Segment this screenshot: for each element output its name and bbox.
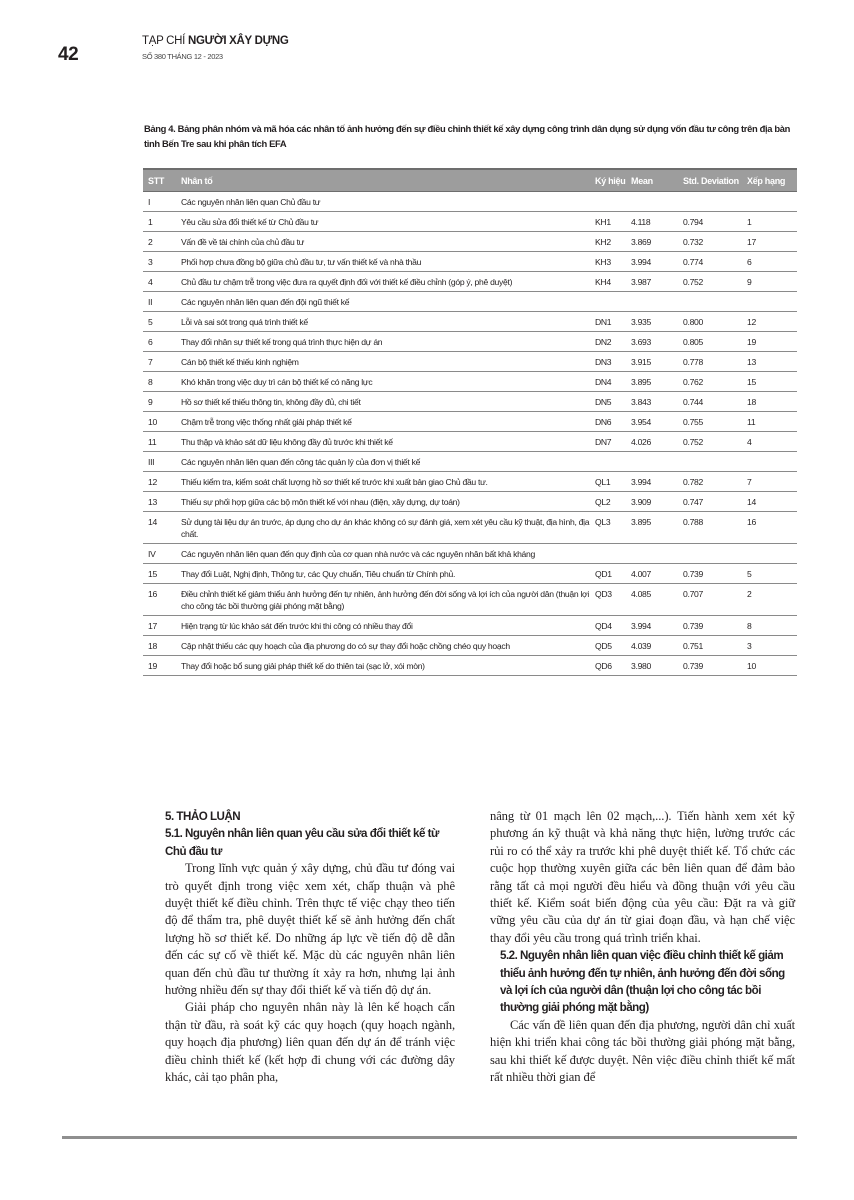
cell-stt: 2 (143, 232, 181, 252)
paragraph: nâng từ 01 mạch lên 02 mạch,...). Tiến hành xem xét kỹ phương án kỹ thuật và khả năng thực hiện, lường trước các rủi ro có thể xảy ra trước khi phê duyệt thiết kế. Tổ chức các cuộc họp thường xuyên giữa các bên liên quan để đảm bảo rằng tất cả mọi người đều hiểu và đồng thuận với yêu cầu thiết kế. Kiểm soát biến động của yêu cầu: Đặt ra và giữ vững yêu cầu của dự án từ giai đoạn đầu, và hạn chế việc thay đổi yêu cầu trong quá trình triển khai. (490, 809, 795, 945)
cell-code: DN1 (595, 312, 631, 332)
cell-code: DN6 (595, 412, 631, 432)
cell-code: QD1 (595, 564, 631, 584)
cell-rank: 14 (747, 492, 797, 512)
paragraph: Giải pháp cho nguyên nhân này là lên kế hoạch cẩn thận từ đầu, rà soát kỹ các quy hoạch (quy hoạch ngành, quy hoạch địa phương) liên quan đến dự án để tránh việc điều chỉnh thiết kế (kết hợp đi chung với các đường dây khác, cải tạo phân pha, (165, 1000, 455, 1085)
article-column-left (165, 808, 455, 1087)
table-row (143, 252, 797, 272)
journal-issue: SỐ 380 THÁNG 12 - 2023 (142, 52, 223, 61)
cell-std: 0.732 (683, 232, 747, 252)
cell-rank: 10 (747, 656, 797, 676)
header-factor: Nhân tố (181, 169, 595, 192)
cell-code: KH1 (595, 212, 631, 232)
cell-rank: 12 (747, 312, 797, 332)
cell-code: DN2 (595, 332, 631, 352)
cell-mean: 3.994 (631, 616, 683, 636)
footer-rule (62, 1136, 797, 1139)
cell-mean: 3.994 (631, 252, 683, 272)
group-title: Các nguyên nhân liên quan đến công tác quản lý của đơn vị thiết kế (181, 452, 595, 472)
table-row (143, 232, 797, 252)
cell-factor: Cập nhật thiếu các quy hoạch của địa phương do có sự thay đổi hoặc chồng chéo quy hoạch (181, 636, 595, 656)
cell-stt: 16 (143, 584, 181, 616)
table-header-row (143, 169, 797, 192)
table-row (143, 432, 797, 452)
cell-stt: 15 (143, 564, 181, 584)
cell-code: DN4 (595, 372, 631, 392)
group-title: Các nguyên nhân liên quan Chủ đầu tư (181, 192, 595, 212)
cell-mean: 3.987 (631, 272, 683, 292)
cell-std: 0.805 (683, 332, 747, 352)
cell-rank: 3 (747, 636, 797, 656)
cell-std: 0.752 (683, 272, 747, 292)
cell-code: QL3 (595, 512, 631, 544)
subsection-heading-5-1: 5.1. Nguyên nhân liên quan yêu cầu sửa đổi thiết kế từ Chủ đầu tư (165, 827, 439, 858)
cell-std: 0.800 (683, 312, 747, 332)
cell-factor: Thiếu kiểm tra, kiểm soát chất lượng hồ sơ thiết kế trước khi xuất bản giao Chủ đầu tư. (181, 472, 595, 492)
cell-mean: 3.895 (631, 512, 683, 544)
group-id: III (143, 452, 181, 472)
cell-factor: Thiếu sự phối hợp giữa các bộ môn thiết kế với nhau (điện, xây dựng, dự toán) (181, 492, 595, 512)
cell-code: DN5 (595, 392, 631, 412)
cell-stt: 18 (143, 636, 181, 656)
table-row (143, 564, 797, 584)
cell-mean: 3.843 (631, 392, 683, 412)
header-mean: Mean (631, 169, 683, 192)
table-row (143, 512, 797, 544)
header-rank: Xếp hạng (747, 169, 797, 192)
subsection-heading-5-2: 5.2. Nguyên nhân liên quan việc điều chỉnh thiết kế giảm thiểu ảnh hưởng đến tự nhiên, ảnh hưởng đến đời sống và lợi ích của người dân (thuận lợi cho công tác bồi thường giải phóng mặt bằng) (500, 949, 785, 1015)
cell-factor: Vấn đề về tài chính của chủ đầu tư (181, 232, 595, 252)
group-empty-cells (595, 192, 797, 212)
group-row (143, 292, 797, 312)
cell-factor: Cán bộ thiết kế thiếu kinh nghiệm (181, 352, 595, 372)
header-std: Std. Deviation (683, 169, 747, 192)
cell-factor: Thu thập và khảo sát dữ liệu không đầy đủ trước khi thiết kế (181, 432, 595, 452)
cell-std: 0.774 (683, 252, 747, 272)
cell-stt: 17 (143, 616, 181, 636)
table-body (143, 192, 797, 676)
cell-std: 0.751 (683, 636, 747, 656)
cell-code: QD5 (595, 636, 631, 656)
group-id: IV (143, 544, 181, 564)
cell-mean: 3.869 (631, 232, 683, 252)
cell-stt: 10 (143, 412, 181, 432)
header-stt: STT (143, 169, 181, 192)
group-title: Các nguyên nhân liên quan đến đội ngũ thiết kế (181, 292, 595, 312)
cell-stt: 7 (143, 352, 181, 372)
group-empty-cells (595, 544, 797, 564)
cell-rank: 4 (747, 432, 797, 452)
cell-factor: Hồ sơ thiết kế thiếu thông tin, không đầy đủ, chi tiết (181, 392, 595, 412)
cell-factor: Sử dụng tài liệu dự án trước, áp dụng cho dự án khác không có sự đánh giá, xem xét yêu cầu kỹ thuật, địa hình, địa chất. (181, 512, 595, 544)
cell-mean: 3.994 (631, 472, 683, 492)
cell-rank: 1 (747, 212, 797, 232)
cell-stt: 9 (143, 392, 181, 412)
cell-factor: Thay đổi nhân sự thiết kế trong quá trình thực hiện dự án (181, 332, 595, 352)
table-row (143, 272, 797, 292)
cell-factor: Điều chỉnh thiết kế giảm thiểu ảnh hưởng đến tự nhiên, ảnh hưởng đến đời sống và lợi ích của người dân (thuận lợi cho công tác bồi thường giải phóng mặt bằng) (181, 584, 595, 616)
cell-mean: 3.895 (631, 372, 683, 392)
cell-rank: 19 (747, 332, 797, 352)
cell-mean: 4.026 (631, 432, 683, 452)
cell-mean: 4.085 (631, 584, 683, 616)
cell-rank: 9 (747, 272, 797, 292)
cell-stt: 19 (143, 656, 181, 676)
cell-std: 0.739 (683, 564, 747, 584)
journal-title (142, 35, 288, 47)
cell-mean: 3.980 (631, 656, 683, 676)
table-row (143, 392, 797, 412)
article-column-right (490, 808, 795, 1087)
cell-std: 0.794 (683, 212, 747, 232)
table-row (143, 312, 797, 332)
cell-std: 0.788 (683, 512, 747, 544)
cell-stt: 8 (143, 372, 181, 392)
cell-std: 0.707 (683, 584, 747, 616)
cell-mean: 4.007 (631, 564, 683, 584)
section-heading: 5. THẢO LUẬN (165, 810, 241, 823)
cell-stt: 5 (143, 312, 181, 332)
cell-code: QD4 (595, 616, 631, 636)
cell-stt: 12 (143, 472, 181, 492)
journal-name: NGƯỜI XÂY DỰNG (187, 35, 289, 47)
cell-code: QD6 (595, 656, 631, 676)
cell-factor: Phối hợp chưa đồng bộ giữa chủ đầu tư, tư vấn thiết kế và nhà thầu (181, 252, 595, 272)
cell-rank: 8 (747, 616, 797, 636)
cell-factor: Hiện trạng từ lúc khảo sát đến trước khi thi công có nhiều thay đổi (181, 616, 595, 636)
cell-rank: 11 (747, 412, 797, 432)
cell-mean: 3.693 (631, 332, 683, 352)
cell-factor: Thay đổi hoặc bổ sung giải pháp thiết kế do thiên tai (sạc lở, xói mòn) (181, 656, 595, 676)
cell-rank: 16 (747, 512, 797, 544)
cell-stt: 1 (143, 212, 181, 232)
group-title: Các nguyên nhân liên quan đến quy định của cơ quan nhà nước và các nguyên nhân bất khả kháng (181, 544, 595, 564)
cell-std: 0.739 (683, 616, 747, 636)
group-id: II (143, 292, 181, 312)
table-row (143, 616, 797, 636)
cell-stt: 3 (143, 252, 181, 272)
cell-stt: 4 (143, 272, 181, 292)
group-row (143, 452, 797, 472)
cell-code: DN3 (595, 352, 631, 372)
cell-std: 0.762 (683, 372, 747, 392)
group-empty-cells (595, 292, 797, 312)
header-code: Ký hiệu (595, 169, 631, 192)
cell-factor: Chậm trễ trong việc thống nhất giải pháp thiết kế (181, 412, 595, 432)
cell-stt: 13 (143, 492, 181, 512)
group-empty-cells (595, 452, 797, 472)
cell-std: 0.782 (683, 472, 747, 492)
cell-code: QD3 (595, 584, 631, 616)
cell-stt: 14 (143, 512, 181, 544)
cell-code: QL1 (595, 472, 631, 492)
cell-stt: 6 (143, 332, 181, 352)
cell-factor: Lỗi và sai sót trong quá trình thiết kế (181, 312, 595, 332)
cell-mean: 3.915 (631, 352, 683, 372)
cell-std: 0.747 (683, 492, 747, 512)
cell-std: 0.755 (683, 412, 747, 432)
group-row (143, 544, 797, 564)
table-row (143, 472, 797, 492)
table-row (143, 656, 797, 676)
cell-mean: 4.118 (631, 212, 683, 232)
cell-code: KH2 (595, 232, 631, 252)
cell-rank: 17 (747, 232, 797, 252)
cell-rank: 6 (747, 252, 797, 272)
paragraph: Các vấn đề liên quan đến địa phương, người dân chỉ xuất hiện khi triển khai công tác bồi thường giải phóng mặt bằng, sau khi thiết kế được duyệt. Nên việc điều chỉnh thiết kế mất rất nhiều thời gian để (490, 1017, 795, 1085)
cell-mean: 4.039 (631, 636, 683, 656)
cell-factor: Khó khăn trong việc duy trì cán bộ thiết kế có năng lực (181, 372, 595, 392)
cell-mean: 3.909 (631, 492, 683, 512)
table-row (143, 636, 797, 656)
table-row (143, 412, 797, 432)
cell-factor: Yêu cầu sửa đổi thiết kế từ Chủ đầu tư (181, 212, 595, 232)
table-row (143, 492, 797, 512)
cell-factor: Thay đổi Luật, Nghị định, Thông tư, các Quy chuẩn, Tiêu chuẩn từ Chính phủ. (181, 564, 595, 584)
cell-mean: 3.954 (631, 412, 683, 432)
cell-code: KH4 (595, 272, 631, 292)
table-caption: Bảng 4. Bảng phân nhóm và mã hóa các nhân tố ảnh hưởng đến sự điều chỉnh thiết kế xây dựng công trình dân dụng sử dụng vốn đầu tư công trên địa bàn tỉnh Bến Tre sau khi phân tích EFA (144, 123, 790, 149)
table-row (143, 332, 797, 352)
factors-table (143, 168, 797, 676)
cell-factor: Chủ đầu tư chậm trễ trong việc đưa ra quyết định đối với thiết kế điều chỉnh (góp ý, phê duyệt) (181, 272, 595, 292)
cell-rank: 7 (747, 472, 797, 492)
cell-mean: 3.935 (631, 312, 683, 332)
page-number: 42 (58, 44, 79, 65)
cell-rank: 13 (747, 352, 797, 372)
group-id: I (143, 192, 181, 212)
cell-code: QL2 (595, 492, 631, 512)
cell-std: 0.739 (683, 656, 747, 676)
group-row (143, 192, 797, 212)
cell-stt: 11 (143, 432, 181, 452)
table-row (143, 352, 797, 372)
table-row (143, 584, 797, 616)
cell-std: 0.744 (683, 392, 747, 412)
cell-code: DN7 (595, 432, 631, 452)
paragraph: Trong lĩnh vực quản ý xây dựng, chủ đầu tư đóng vai trò quyết định trong việc xem xét, chấp thuận và phê duyệt thiết kế điều chỉnh. Trên thực tế việc chạy theo tiến độ để thẩm tra, phê duyệt thiết kế sẽ ảnh hưởng đến chất lượng hồ sơ thiết kế. Do những áp lực về tiến độ dễ dẫn đến các sự cố về thiết kế. Mặc dù các nguyên nhân liên quan đến chủ đầu tư thường ít xảy ra hơn, nhưng lại ảnh hưởng nhiều đến sự thay đổi thiết kế và tiến độ dự án. (165, 861, 455, 998)
cell-rank: 5 (747, 564, 797, 584)
table-row (143, 212, 797, 232)
cell-std: 0.752 (683, 432, 747, 452)
cell-code: KH3 (595, 252, 631, 272)
cell-std: 0.778 (683, 352, 747, 372)
journal-prefix: TẠP CHÍ (142, 35, 188, 47)
table-row (143, 372, 797, 392)
cell-rank: 15 (747, 372, 797, 392)
cell-rank: 18 (747, 392, 797, 412)
cell-rank: 2 (747, 584, 797, 616)
